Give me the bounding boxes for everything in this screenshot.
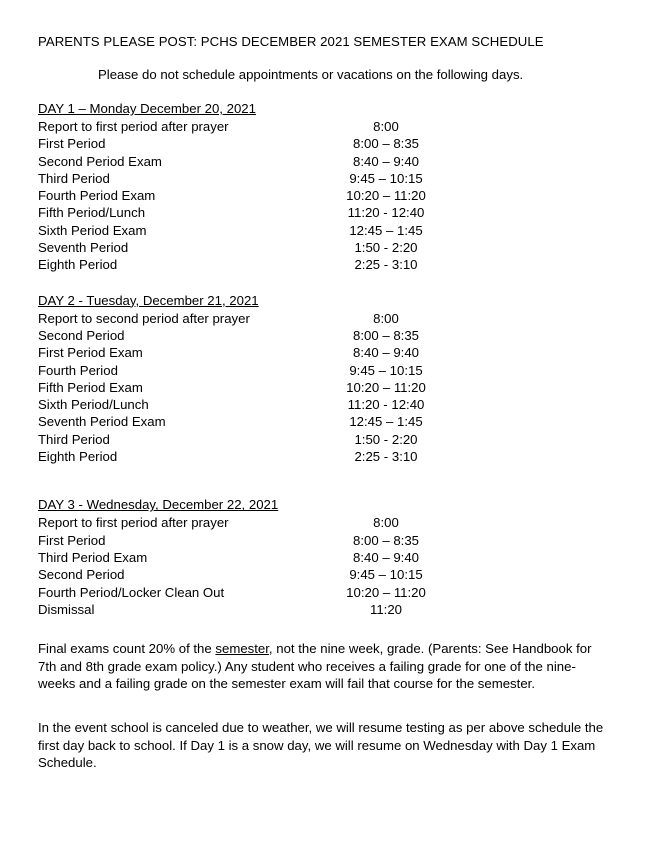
policy-text-part-b: , not the nine week, grade. (Parents: See Handbook for 7th and 8th grade exam policy.) Any student who receives a failing grade for one of the nine-weeks and a failing grade on the semester exam will fail that course for the semester. (38, 641, 592, 692)
table-row (38, 601, 606, 618)
period-label: Fourth Period/Locker Clean Out (38, 584, 225, 600)
period-label: Fifth Period Exam (38, 379, 143, 395)
table-row (38, 187, 606, 204)
table-row (38, 118, 606, 135)
row-spacer (466, 514, 606, 531)
period-time: 8:00 – 8:35 (353, 532, 419, 548)
period-time: 1:50 - 2:20 (354, 240, 418, 256)
period-label: Second Period Exam (38, 153, 162, 169)
period-label: First Period Exam (38, 345, 143, 361)
row-spacer (466, 379, 606, 396)
period-time: 8:00 – 8:35 (353, 136, 419, 152)
table-row (38, 310, 606, 327)
table-row (38, 379, 606, 396)
row-spacer (466, 153, 606, 170)
table-row (38, 396, 606, 413)
row-spacer (466, 344, 606, 361)
period-label: Fifth Period/Lunch (38, 205, 146, 221)
row-spacer (466, 413, 606, 430)
period-label: Fourth Period (38, 362, 118, 378)
day-2-heading: DAY 2 - Tuesday, December 21, 2021 (38, 292, 259, 308)
period-time: 12:45 – 1:45 (349, 414, 423, 430)
table-row (38, 566, 606, 583)
table-row (38, 514, 606, 531)
period-label: Sixth Period Exam (38, 222, 147, 238)
table-row (38, 239, 606, 256)
document-subtitle: Please do not schedule appointments or vacations on the following days. (98, 67, 524, 82)
period-time: 11:20 - 12:40 (347, 205, 425, 221)
period-label: Third Period (38, 170, 110, 186)
row-spacer (466, 448, 606, 465)
row-spacer (466, 310, 606, 327)
period-label: Third Period (38, 431, 110, 447)
period-time: 1:50 - 2:20 (354, 431, 418, 447)
day-3-heading: DAY 3 - Wednesday, December 22, 2021 (38, 497, 279, 513)
period-time: 8:00 (373, 515, 399, 531)
period-label: Seventh Period Exam (38, 414, 166, 430)
row-spacer (466, 170, 606, 187)
row-spacer (466, 584, 606, 601)
period-label: Report to first period after prayer (38, 515, 229, 531)
period-time: 9:45 – 10:15 (349, 362, 423, 378)
table-row (38, 344, 606, 361)
row-spacer (466, 601, 606, 618)
row-spacer (466, 532, 606, 549)
row-spacer (466, 566, 606, 583)
row-spacer (466, 256, 606, 273)
table-row (38, 256, 606, 273)
period-label: Seventh Period (38, 240, 129, 256)
period-time: 2:25 - 3:10 (354, 449, 418, 465)
table-row (38, 448, 606, 465)
row-spacer (466, 135, 606, 152)
table-row (38, 549, 606, 566)
row-spacer (466, 327, 606, 344)
period-label: Third Period Exam (38, 549, 148, 565)
period-label: Dismissal (38, 601, 95, 617)
row-spacer (466, 187, 606, 204)
period-label: Eighth Period (38, 449, 118, 465)
period-time: 10:20 – 11:20 (346, 584, 426, 600)
weather-policy-paragraph: In the event school is canceled due to weather, we will resume testing as per above schedule the first day back to school. If Day 1 is a snow day, we will resume on Wednesday with Day 1 Exam Schedule. (38, 719, 604, 771)
row-spacer (466, 222, 606, 239)
exam-policy-paragraph (38, 640, 606, 693)
period-label: Second Period (38, 567, 125, 583)
period-time: 11:20 (369, 601, 403, 617)
period-time: 8:00 (373, 310, 399, 326)
row-spacer (466, 549, 606, 566)
period-time: 2:25 - 3:10 (354, 257, 418, 273)
row-spacer (466, 204, 606, 221)
policy-underlined-word: semester (215, 641, 269, 657)
period-time: 11:20 - 12:40 (347, 397, 425, 413)
period-time: 8:00 (373, 119, 399, 134)
table-row (38, 584, 606, 601)
row-spacer (466, 396, 606, 413)
table-row (38, 327, 606, 344)
day-3-section (38, 496, 606, 618)
table-row (38, 532, 606, 549)
row-spacer (466, 118, 606, 135)
row-spacer (466, 431, 606, 448)
row-spacer (466, 239, 606, 256)
table-row (38, 135, 606, 152)
table-row (38, 431, 606, 448)
period-label: Sixth Period/Lunch (38, 397, 149, 413)
day-3-schedule-table (38, 514, 606, 618)
table-row (38, 153, 606, 170)
day-1-heading: DAY 1 – Monday December 20, 2021 (38, 101, 256, 116)
period-label: Fourth Period Exam (38, 188, 156, 204)
day-2-section (38, 292, 606, 466)
table-row (38, 413, 606, 430)
period-time: 8:00 – 8:35 (353, 327, 419, 343)
period-label: First Period (38, 136, 106, 152)
period-time: 8:40 – 9:40 (353, 345, 419, 361)
day-2-schedule-table (38, 310, 606, 466)
period-time: 12:45 – 1:45 (349, 222, 423, 238)
period-time: 10:20 – 11:20 (346, 188, 426, 204)
period-label: Second Period (38, 327, 125, 343)
table-row (38, 222, 606, 239)
row-spacer (466, 362, 606, 379)
period-label: Report to first period after prayer (38, 119, 229, 134)
table-row (38, 362, 606, 379)
period-time: 9:45 – 10:15 (349, 567, 423, 583)
day-1-schedule-table (38, 118, 606, 274)
page-title: PARENTS PLEASE POST: PCHS DECEMBER 2021 SEMESTER EXAM SCHEDULE (38, 34, 544, 49)
period-time: 8:40 – 9:40 (353, 549, 419, 565)
period-time: 8:40 – 9:40 (353, 153, 419, 169)
period-label: Report to second period after prayer (38, 310, 250, 326)
table-row (38, 204, 606, 221)
period-time: 10:20 – 11:20 (346, 379, 426, 395)
policy-text-part-a: Final exams count 20% of the (38, 641, 216, 657)
period-time: 9:45 – 10:15 (349, 170, 423, 186)
day-1-section (38, 100, 606, 274)
period-label: Eighth Period (38, 257, 118, 273)
table-row (38, 170, 606, 187)
period-label: First Period (38, 532, 106, 548)
